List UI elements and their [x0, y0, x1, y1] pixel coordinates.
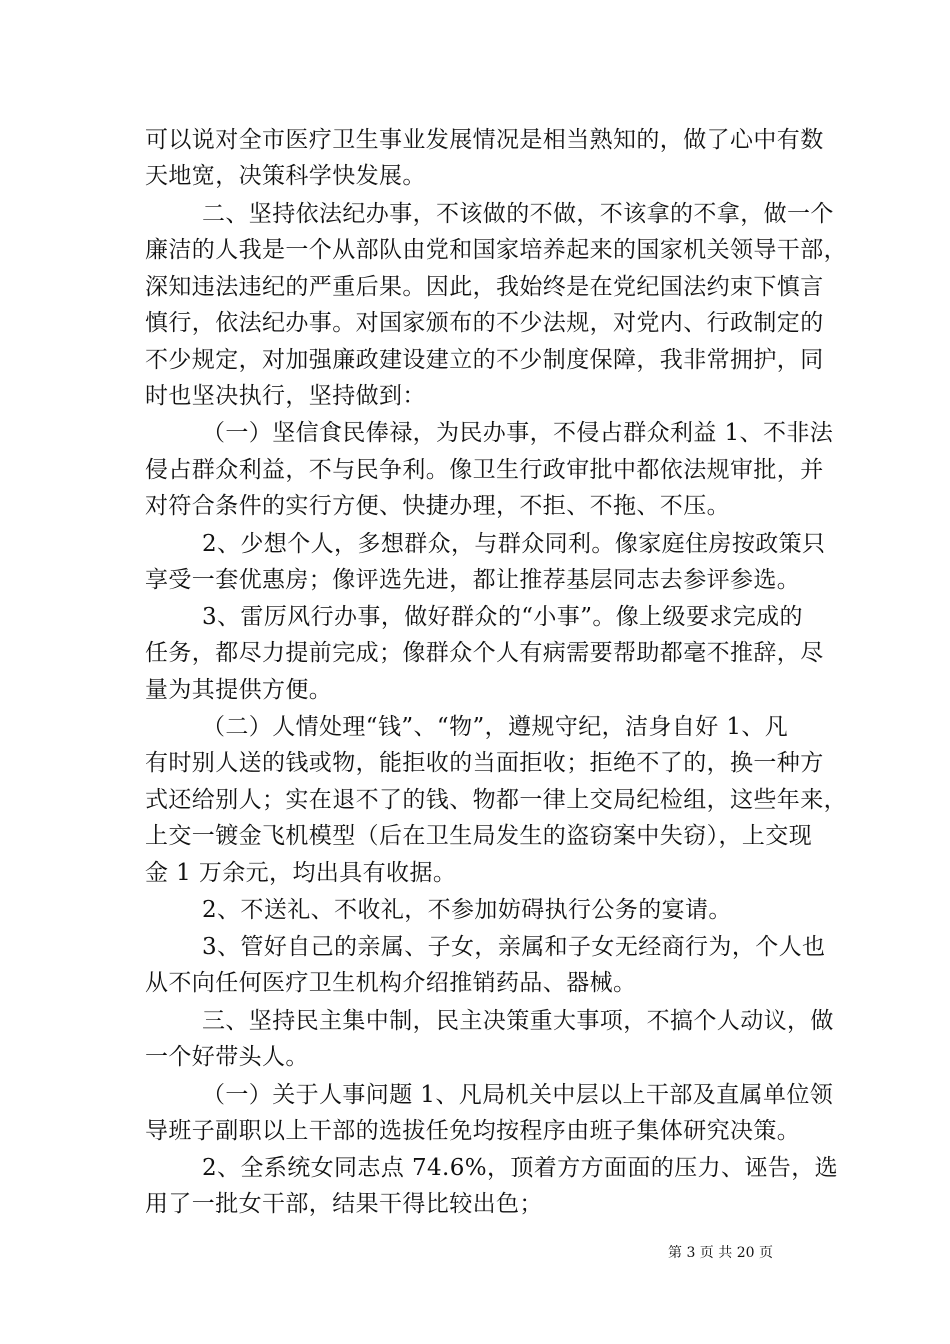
text-line: 一个好带头人。: [145, 1044, 309, 1070]
text-line: 侵占群众利益，不与民争利。像卫生行政审批中都依法规审批，并: [145, 457, 824, 483]
text-line: 导班子副职以上干部的选拔任免均按程序由班子集体研究决策。: [145, 1118, 801, 1144]
text-line: 享受一套优惠房；像评选先进，都让推荐基层同志去参评参选。: [145, 567, 801, 593]
text-line: 从不向任何医疗卫生机构介绍推销药品、器械。: [145, 970, 637, 996]
text-line: 天地宽，决策科学快发展。: [145, 163, 426, 189]
text-line: 慎行，依法纪办事。对国家颁布的不少法规，对党内、行政制定的: [145, 310, 824, 336]
text-line: （二）人情处理“钱”、“物”，遵规守纪，洁身自好 1、凡: [202, 714, 789, 740]
text-line: 3、雷厉风行办事，做好群众的“小事”。像上级要求完成的: [202, 604, 803, 630]
text-line: 深知违法违纪的严重后果。因此，我始终是在党纪国法约束下慎言: [145, 274, 824, 300]
text-line: 上交一镀金飞机模型（后在卫生局发生的盗窃案中失窃），上交现: [145, 823, 813, 849]
text-line: 任务，都尽力提前完成；像群众个人有病需要帮助都毫不推辞，尽: [145, 640, 824, 666]
text-line: 量为其提供方便。: [145, 677, 333, 703]
text-line: 2、不送礼、不收礼，不参加妨碍执行公务的宴请。: [202, 897, 732, 923]
text-line: 对符合条件的实行方便、快捷办理，不拒、不拖、不压。: [145, 493, 730, 519]
page-number-footer: 第 3 页 共 20 页: [668, 1245, 773, 1261]
text-line: 三、坚持民主集中制，民主决策重大事项，不搞个人动议，做: [202, 1008, 834, 1034]
text-line: 3、管好自己的亲属、子女，亲属和子女无经商行为，个人也: [202, 934, 826, 960]
text-line: 式还给别人；实在退不了的钱、物都一律上交局纪检组，这些年来，: [145, 787, 847, 813]
text-line: （一）坚信食民俸禄，为民办事，不侵占群众利益 1、不非法: [202, 420, 834, 446]
text-line: 不少规定，对加强廉政建设建立的不少制度保障，我非常拥护，同: [145, 347, 824, 373]
text-line: 时也坚决执行，坚持做到：: [145, 383, 426, 409]
text-line: 二、坚持依法纪办事，不该做的不做，不该拿的不拿，做一个: [202, 201, 834, 227]
text-line: 可以说对全市医疗卫生事业发展情况是相当熟知的，做了心中有数: [145, 127, 824, 153]
text-line: 金 1 万余元，均出具有收据。: [145, 860, 457, 886]
text-line: 有时别人送的钱或物，能拒收的当面拒收；拒绝不了的，换一种方: [145, 750, 824, 776]
text-line: 2、少想个人，多想群众，与群众同利。像家庭住房按政策只: [202, 531, 826, 557]
text-line: （一）关于人事问题 1、凡局机关中层以上干部及直属单位领: [202, 1082, 834, 1108]
text-line: 用了一批女干部，结果干得比较出色；: [145, 1191, 543, 1217]
text-line: 廉洁的人我是一个从部队由党和国家培养起来的国家机关领导干部，: [145, 237, 847, 263]
text-line: 2、全系统女同志点 74.6%，顶着方方面面的压力、诬告，选: [202, 1155, 839, 1181]
